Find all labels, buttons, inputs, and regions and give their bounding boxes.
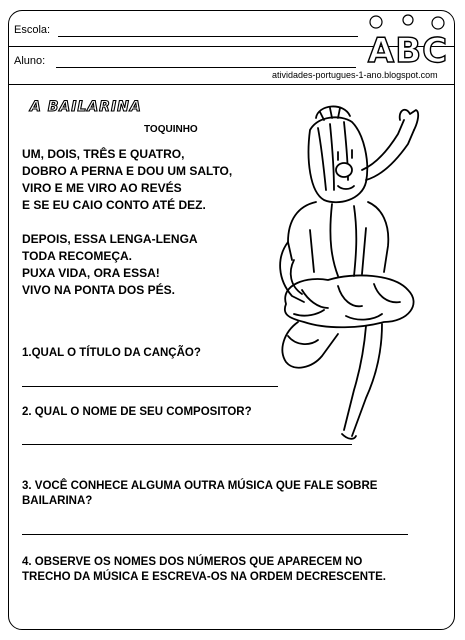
answer-line-1[interactable] xyxy=(22,386,278,387)
ballerina-illustration-icon xyxy=(258,100,446,445)
poem-stanza-2 xyxy=(22,231,198,299)
question-1-text: 1.QUAL O TÍTULO DA CANÇÃO? xyxy=(22,347,201,359)
poem-line: DOBRO A PERNA E DOU UM SALTO, xyxy=(22,164,233,178)
answer-line-2[interactable] xyxy=(22,444,352,445)
student-label: Aluno: xyxy=(14,55,46,67)
question-3-text-line-2: BAILARINA? xyxy=(22,495,93,507)
question-4-text-line-1: 4. OBSERVE OS NOMES DOS NÚMEROS QUE APARECEM NO xyxy=(22,556,363,568)
logo-lettering: ABC xyxy=(367,31,449,70)
poem-line: TODA RECOMEÇA. xyxy=(22,249,133,263)
question-3 xyxy=(22,479,377,509)
poem-line: VIVO NA PONTA DOS PÉS. xyxy=(22,283,175,297)
answer-line-3[interactable] xyxy=(22,534,408,535)
question-4-text-line-2: TRECHO DA MÚSICA E ESCREVA-OS NA ORDEM DECRESCENTE. xyxy=(22,571,386,583)
abc-logo-icon xyxy=(366,14,450,70)
poem-line: PUXA VIDA, ORA ESSA! xyxy=(22,266,160,280)
question-3-text-line-1: 3. VOCÊ CONHECE ALGUMA OUTRA MÚSICA QUE FALE SOBRE xyxy=(22,480,378,492)
question-2 xyxy=(22,405,252,420)
song-author: TOQUINHO xyxy=(144,124,198,135)
poem-line: VIRO E ME VIRO AO REVÉS xyxy=(22,181,182,195)
poem-line: UM, DOIS, TRÊS E QUATRO, xyxy=(22,147,185,161)
question-4 xyxy=(22,555,386,585)
student-field[interactable] xyxy=(56,67,356,68)
header-bottom-divider xyxy=(8,84,455,85)
poem-line: E SE EU CAIO CONTO ATÉ DEZ. xyxy=(22,198,206,212)
school-field[interactable] xyxy=(58,36,358,37)
question-2-text: 2. QUAL O NOME DE SEU COMPOSITOR? xyxy=(22,406,252,418)
poem-line: DEPOIS, ESSA LENGA-LENGA xyxy=(22,232,198,246)
poem-stanza-1 xyxy=(22,146,232,214)
song-title: A BAILARINA xyxy=(30,99,142,115)
blog-url: atividades-portugues-1-ano.blogspot.com xyxy=(272,70,438,80)
school-label: Escola: xyxy=(14,24,51,36)
question-1 xyxy=(22,346,201,361)
